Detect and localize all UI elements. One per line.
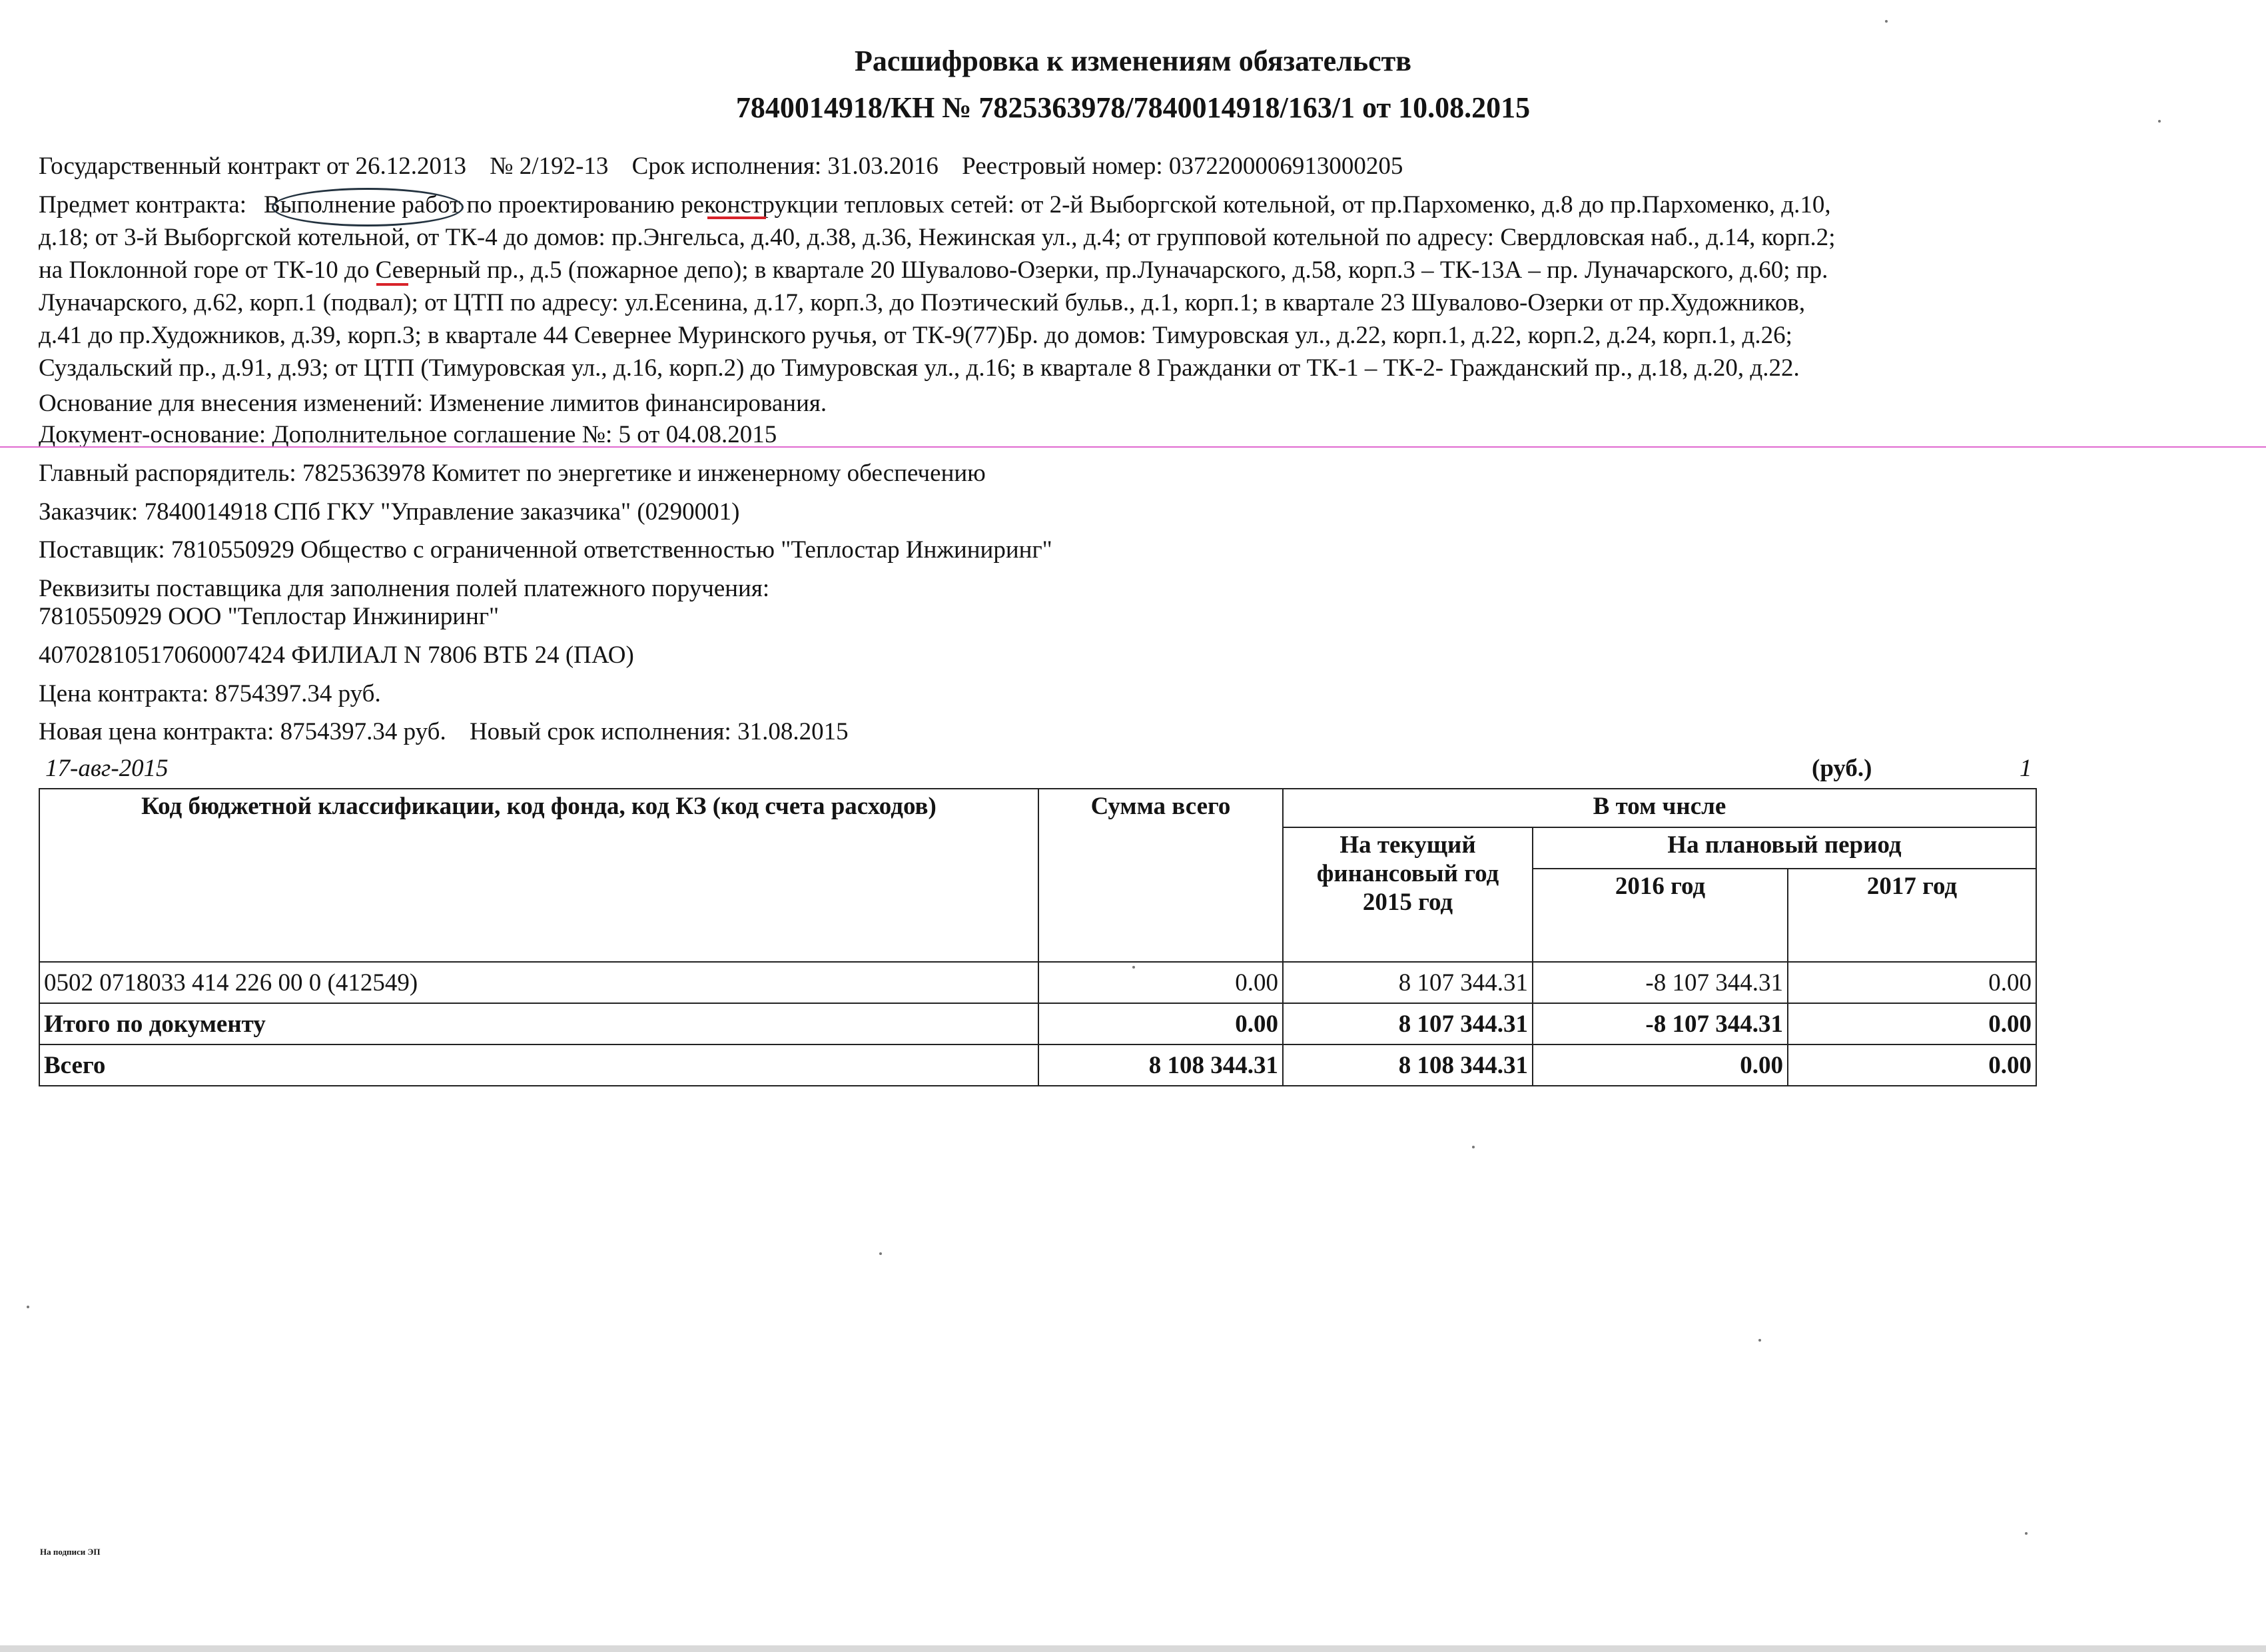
scan-speck	[879, 1252, 882, 1255]
new-deadline: Новый срок исполнения: 31.08.2015	[469, 718, 849, 745]
contract-info-line	[39, 152, 1403, 181]
scan-speck	[1758, 1339, 1761, 1342]
table-row-grand-total	[39, 1044, 2036, 1086]
cell-2017: 0.00	[1788, 962, 2036, 1003]
cell-total: 8 108 344.31	[1038, 1044, 1283, 1086]
new-price-line	[39, 717, 849, 746]
scan-speck	[1472, 1146, 1475, 1148]
cell-2016: -8 107 344.31	[1533, 962, 1788, 1003]
subject-line: д.18; от 3-й Выборгской котельной, от ТК-4 до домов: пр.Энгельса, д.40, д.38, д.36, Нежинская ул., д.4; от групповой котельной по адресу: Свердловская наб., д.14, корп.2;	[39, 224, 1836, 251]
cell-2016: -8 107 344.31	[1533, 1003, 1788, 1044]
pen-circle-mark	[272, 188, 464, 226]
header-planned-period: На плановый период	[1533, 827, 2036, 869]
cell-2015: 8 107 344.31	[1283, 962, 1533, 1003]
scan-speck	[1132, 966, 1135, 969]
header-2016: 2016 год	[1533, 869, 1788, 962]
subject-line: на Поклонной горе от ТК-10 до Северный пр., д.5 (пожарное депо); в квартале 20 Шувалово-Озерки, пр.Луначарского, д.58, корп.3 – ТК-13А – пр. Луначарского, д.60; пр.	[39, 256, 1828, 284]
table-row-document-total	[39, 1003, 2036, 1044]
new-price: Новая цена контракта: 8754397.34 руб.	[39, 718, 446, 745]
supplier: Поставщик: 7810550929 Общество с ограниченной ответственностью "Теплостар Инжиниринг"	[39, 536, 1052, 564]
chief-manager: Главный распорядитель: 7825363978 Комитет по энергетике и инженерному обеспечению	[39, 460, 986, 487]
requisites-name: 7810550929 ООО "Теплостар Инжиниринг"	[39, 603, 500, 630]
scan-edge	[0, 1645, 2266, 1652]
scan-speck	[2025, 1532, 2028, 1535]
cell-code: 0502 0718033 414 226 00 0 (412549)	[39, 962, 1038, 1003]
document-basis: Документ-основание: Дополнительное соглашение №: 5 от 04.08.2015	[39, 421, 777, 448]
signature-note: На подписи ЭП	[40, 1547, 101, 1557]
cell-2017: 0.00	[1788, 1044, 2036, 1086]
document-title: Расшифровка к изменениям обязательств	[854, 45, 1412, 77]
header-2017: 2017 год	[1788, 869, 2036, 962]
page-number: 1	[2020, 755, 2032, 782]
currency-unit: (руб.)	[1812, 755, 1872, 782]
red-underline-mark	[376, 283, 408, 286]
cell-code: Всего	[39, 1044, 1038, 1086]
document-subtitle: 7840014918/КН № 7825363978/7840014918/163/1 от 10.08.2015	[735, 91, 1531, 124]
cell-2015: 8 108 344.31	[1283, 1044, 1533, 1086]
header-including: В том чнсле	[1283, 789, 2036, 827]
subject-line: Предмет контракта: Выполнение работ по проектированию реконструкции тепловых сетей: от 2-й Выборгской котельной, от пр.Пархоменко, д.8 до пр.Пархоменко, д.10,	[39, 191, 1831, 218]
header-total: Сумма всего	[1038, 789, 1283, 962]
header-current-year: На текущий финансовый год 2015 год	[1283, 827, 1533, 962]
registry-number: Реестровый номер: 0372200006913000205	[962, 153, 1403, 180]
subject-line: Луначарского, д.62, корп.1 (подвал); от ЦТП по адресу: ул.Есенина, д.17, корп.3, до Поэтический бульв., д.1, корп.1; в квартале 23 Шувалово-Озерки от пр.Художников,	[39, 289, 1806, 316]
contract-number: № 2/192-13	[490, 153, 609, 180]
contract-deadline: Срок исполнения: 31.03.2016	[631, 153, 939, 180]
cell-total: 0.00	[1038, 962, 1283, 1003]
subject-line: Суздальский пр., д.91, д.93; от ЦТП (Тимуровская ул., д.16, корп.2) до Тимуровская ул., д.16; в квартале 8 Гражданки от ТК-1 – ТК-2- Гражданский пр., д.18, д.20, д.22.	[39, 354, 1800, 382]
state-contract: Государственный контракт от 26.12.2013	[39, 153, 466, 180]
contract-price: Цена контракта: 8754397.34 руб.	[39, 680, 381, 707]
requisites-label: Реквизиты поставщика для заполнения полей платежного поручения:	[39, 575, 770, 602]
report-date: 17-авг-2015	[45, 755, 169, 782]
red-underline-mark	[707, 216, 766, 219]
scan-speck	[2158, 120, 2161, 123]
customer: Заказчик: 7840014918 СПб ГКУ "Управление заказчика" (0290001)	[39, 498, 740, 526]
table-row	[39, 962, 2036, 1003]
cell-total: 0.00	[1038, 1003, 1283, 1044]
cell-2016: 0.00	[1533, 1044, 1788, 1086]
cell-2017: 0.00	[1788, 1003, 2036, 1044]
cell-2015: 8 107 344.31	[1283, 1003, 1533, 1044]
cell-code: Итого по документу	[39, 1003, 1038, 1044]
scan-speck	[1885, 20, 1888, 23]
obligations-table	[39, 788, 2037, 1086]
change-basis: Основание для внесения изменений: Изменение лимитов финансирования.	[39, 390, 827, 417]
subject-label: Предмет контракта:	[39, 191, 246, 218]
pink-rule-line	[0, 446, 2266, 448]
requisites-account: 40702810517060007424 ФИЛИАЛ N 7806 ВТБ 24 (ПАО)	[39, 641, 634, 669]
subject-line: д.41 до пр.Художников, д.39, корп.3; в квартале 44 Севернее Муринского ручья, от ТК-9(77)Бр. до домов: Тимуровская ул., д.22, корп.1, д.22, корп.2, д.24, корп.1, д.26;	[39, 322, 1792, 349]
header-budget-code: Код бюджетной классификации, код фонда, код КЗ (код счета расходов)	[39, 789, 1038, 962]
scan-speck	[27, 1306, 29, 1308]
